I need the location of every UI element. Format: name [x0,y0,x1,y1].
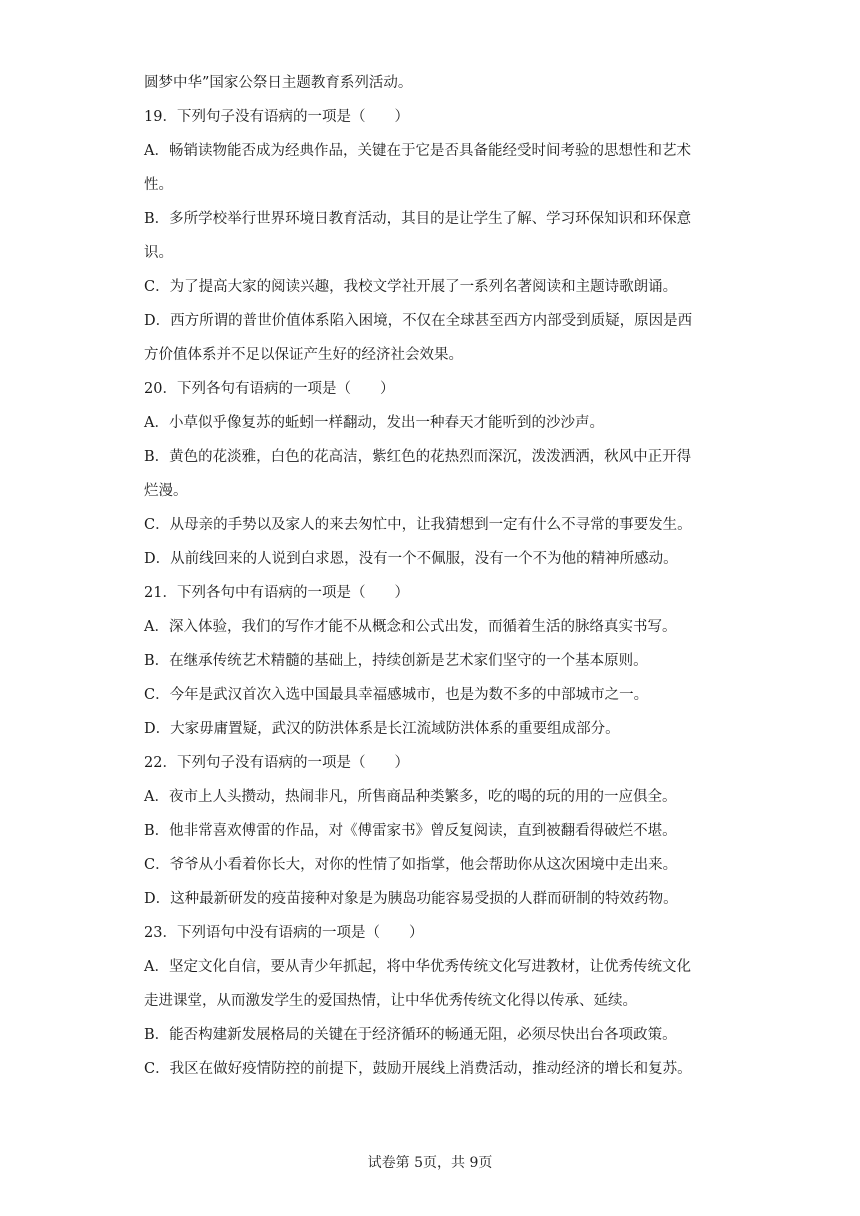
option-c: C．我区在做好疫情防控的前提下，鼓励开展线上消费活动，推动经济的增长和复苏。 [144,1061,692,1077]
option-a: A．深入体验，我们的写作才能不从概念和公式出发，而循着生活的脉络真实书写。 [144,619,677,635]
option-a: A．小草似乎像复苏的蚯蚓一样翻动，发出一种春天才能听到的沙沙声。 [144,415,604,431]
option-c: C．爷爷从小看着你长大，对你的性情了如指掌，他会帮助你从这次困境中走出来。 [144,857,678,873]
option-b: B．能否构建新发展格局的关键在于经济循环的畅通无阻，必须尽快出台各项政策。 [144,1027,677,1043]
text-line: 圆梦中华”国家公祭日主题教育系列活动。 [144,75,413,91]
option-a: A．坚定文化自信，要从青少年抓起，将中华优秀传统文化写进教材，让优秀传统文化 [144,959,691,975]
option-c: C．今年是武汉首次入选中国最具幸福感城市，也是为数不多的中部城市之一。 [144,687,649,703]
page-footer: 试卷第 5页，共 9页 [367,1155,493,1171]
option-b: B．多所学校举行世界环境日教育活动，其目的是让学生了解、学习环保知识和环保意 [144,211,692,227]
option-b-cont: 识。 [144,245,173,261]
option-b: B．在继承传统艺术精髓的基础上，持续创新是艺术家们坚守的一个基本原则。 [144,653,648,669]
option-c: C．为了提高大家的阅读兴趣，我校文学社开展了一系列名著阅读和主题诗歌朗诵。 [144,279,678,295]
option-d-cont: 方价值体系并不足以保证产生好的经济社会效果。 [144,347,463,363]
option-b-cont: 烂漫。 [144,483,188,499]
option-d: D．从前线回来的人说到白求恩，没有一个不佩服，没有一个不为他的精神所感动。 [144,551,678,567]
option-c: C．从母亲的手势以及家人的来去匆忙中，让我猜想到一定有什么不寻常的事要发生。 [144,517,692,533]
option-b: B．黄色的花淡雅，白色的花高洁，紫红色的花热烈而深沉，泼泼洒洒，秋风中正开得 [144,449,692,465]
option-d: D．这种最新研发的疫苗接种对象是为胰岛功能容易受损的人群而研制的特效药物。 [144,891,678,907]
question-20-stem: 20．下列各句有语病的一项是（ ） [144,381,395,397]
question-23-stem: 23．下列语句中没有语病的一项是（ ） [144,925,424,941]
option-a-cont: 走进课堂，从而激发学生的爱国热情，让中华优秀传统文化得以传承、延续。 [144,993,637,1009]
document-body [144,66,724,1086]
question-19-stem: 19．下列句子没有语病的一项是（ ） [144,109,409,125]
option-a: A．夜市上人头攒动，热闹非凡，所售商品种类繁多，吃的喝的玩的用的一应俱全。 [144,789,677,805]
option-a: A．畅销读物能否成为经典作品，关键在于它是否具备能经受时间考验的思想性和艺术 [144,143,691,159]
option-b: B．他非常喜欢傅雷的作品，对《傅雷家书》曾反复阅读，直到被翻看得破烂不堪。 [144,823,677,839]
option-a-cont: 性。 [144,177,173,193]
option-d: D．西方所谓的普世价值体系陷入困境，不仅在全球甚至西方内部受到质疑，原因是西 [144,313,693,329]
question-21-stem: 21．下列各句中有语病的一项是（ ） [144,585,409,601]
option-d: D．大家毋庸置疑，武汉的防洪体系是长江流域防洪体系的重要组成部分。 [144,721,620,737]
question-22-stem: 22．下列句子没有语病的一项是（ ） [144,755,409,771]
